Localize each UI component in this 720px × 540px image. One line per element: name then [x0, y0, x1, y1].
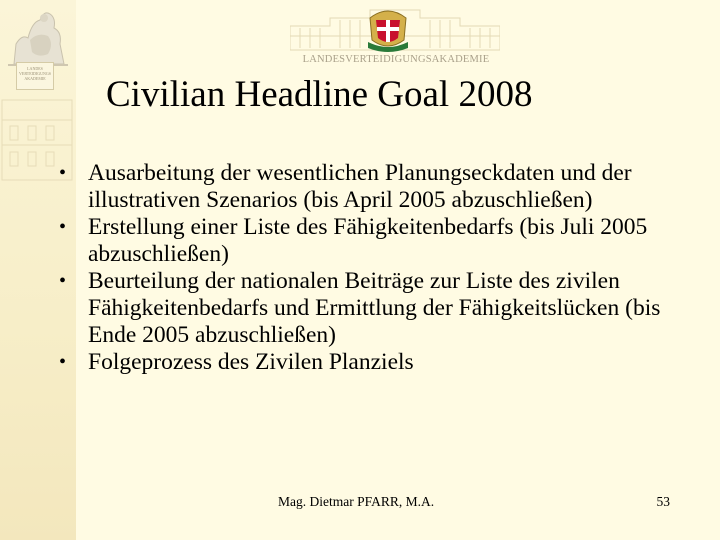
bullet-icon: •	[59, 162, 67, 184]
bullet-text: Beurteilung der nationalen Beiträge zur Liste des zivilen Fähigkeitenbedarfs und Ermittlung der Fähigkeitslücken (bis Ende 2005 abzuschließen)	[88, 268, 661, 348]
academy-name: LANDESVERTEIDIGUNGSAKADEMIE	[302, 54, 490, 65]
plaque-line: AKADEMIE	[24, 76, 46, 81]
plaque-line: VERTEIDIGUNGS	[19, 71, 51, 76]
bullet-icon: •	[59, 351, 67, 373]
bullet-item	[57, 349, 677, 376]
bullet-item	[57, 160, 677, 214]
bullet-text: Erstellung einer Liste des Fähigkeitenbedarfs (bis Juli 2005 abzuschließen)	[88, 214, 648, 267]
bullet-item	[57, 268, 677, 349]
bullet-text: Folgeprozess des Zivilen Planziels	[88, 349, 414, 375]
bullet-list	[57, 160, 677, 376]
bullet-icon: •	[59, 270, 67, 292]
bullet-item	[57, 214, 677, 268]
page-number: 53	[656, 494, 670, 509]
plaque-line: LANDES	[27, 66, 43, 71]
slide-title: Civilian Headline Goal 2008	[106, 74, 533, 115]
bullet-icon: •	[59, 216, 67, 238]
statue-illustration	[4, 4, 72, 66]
bullet-text: Ausarbeitung der wesentlichen Planungseckdaten und der illustrativen Szenarios (bis April 2005 abzuschließen)	[88, 160, 632, 213]
academy-crest-icon	[364, 6, 412, 54]
footer-author: Mag. Dietmar PFARR, M.A.	[278, 494, 435, 509]
academy-plaque	[16, 62, 54, 90]
